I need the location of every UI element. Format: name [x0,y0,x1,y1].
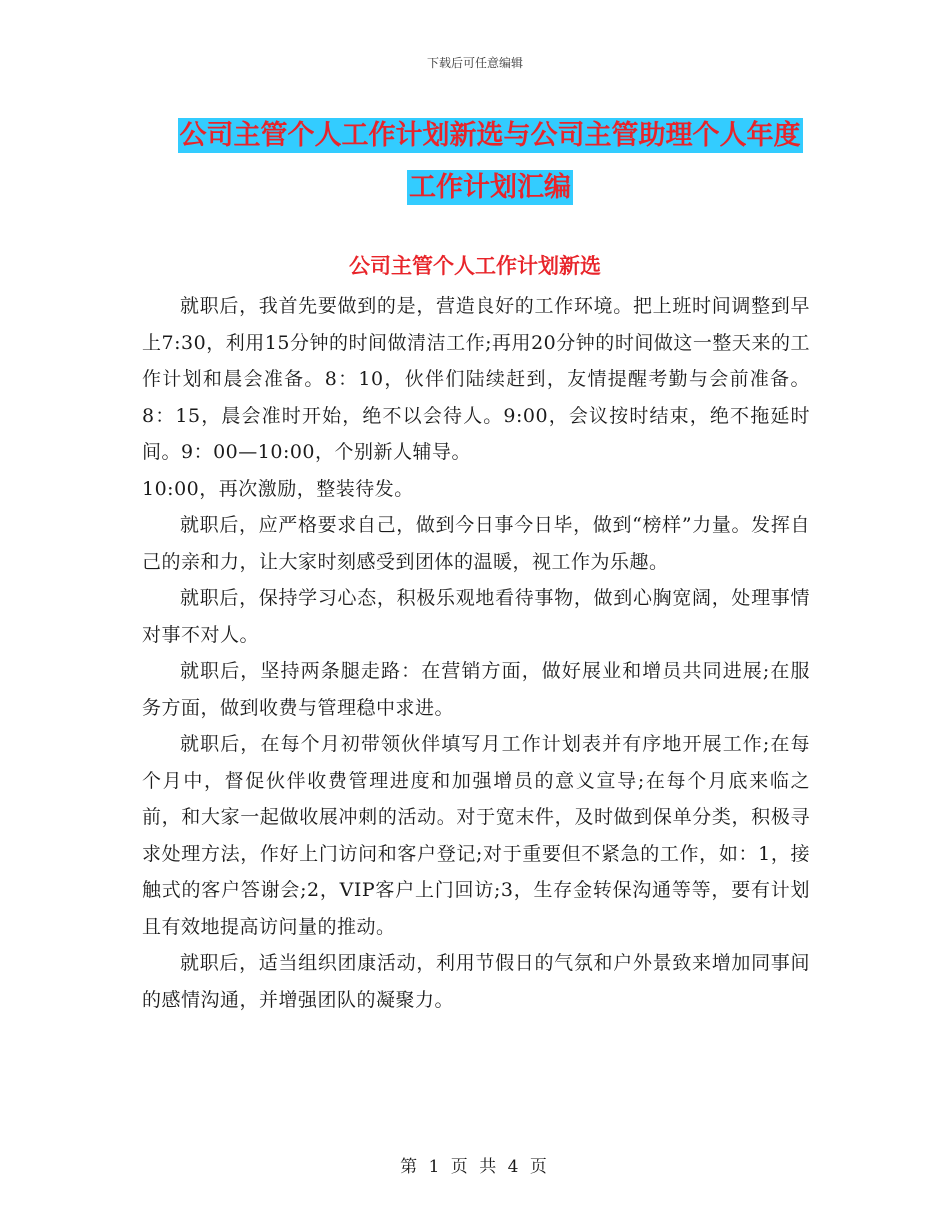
section-title: 公司主管个人工作计划新选 [349,253,601,278]
paragraph: 就职后，保持学习心态，积极乐观地看待事物，做到心胸宽阔，处理事情对事不对人。 [142,587,810,646]
document-title-line-2: 工作计划汇编 [409,172,571,203]
document-title-line-1: 公司主管个人工作计划新选与公司主管助理个人年度 [179,120,801,151]
header-note: 下载后可任意编辑 [426,56,523,70]
document-body [142,288,810,1018]
paragraph: 就职后，我首先要做到的是，营造良好的工作环境。把上班时间调整到早上7:30，利用15分钟的时间做清洁工作;再用20分钟的时间做这一整天来的工作计划和晨会准备。8：10，伙伴们陆续赶到，友情提醒考勤与会前准备。8：15，晨会准时开始，绝不以会待人。9:00，会议按时结束，绝不拖延时间。9：00—10:00，个别新人辅导。 [142,295,810,463]
paragraph: 就职后，在每个月初带领伙伴填写月工作计划表并有序地开展工作;在每个月中，督促伙伴收费管理进度和加强增员的意义宣导;在每个月底来临之前，和大家一起做收展冲刺的活动。对于宽末件，及时做到保单分类，积极寻求处理方法，作好上门访问和客户登记;对于重要但不紧急的工作，如：1，接触式的客户答谢会;2，VIP客户上门回访;3，生存金转保沟通等等，要有计划且有效地提高访问量的推动。 [142,733,810,938]
paragraph: 就职后，坚持两条腿走路：在营销方面，做好展业和增员共同进展;在服务方面，做到收费与管理稳中求进。 [142,660,810,719]
page-footer: 第 1 页 共 4 页 [400,1157,550,1177]
paragraph: 10:00，再次激励，整装待发。 [142,477,414,500]
document-title [140,110,840,214]
paragraph: 就职后，适当组织团康活动，利用节假日的气氛和户外景致来增加同事间的感情沟通，并增强团队的凝聚力。 [142,952,810,1011]
paragraph: 就职后，应严格要求自己，做到今日事今日毕，做到“榜样”力量。发挥自己的亲和力，让大家时刻感受到团体的温暖，视工作为乐趣。 [142,514,810,573]
